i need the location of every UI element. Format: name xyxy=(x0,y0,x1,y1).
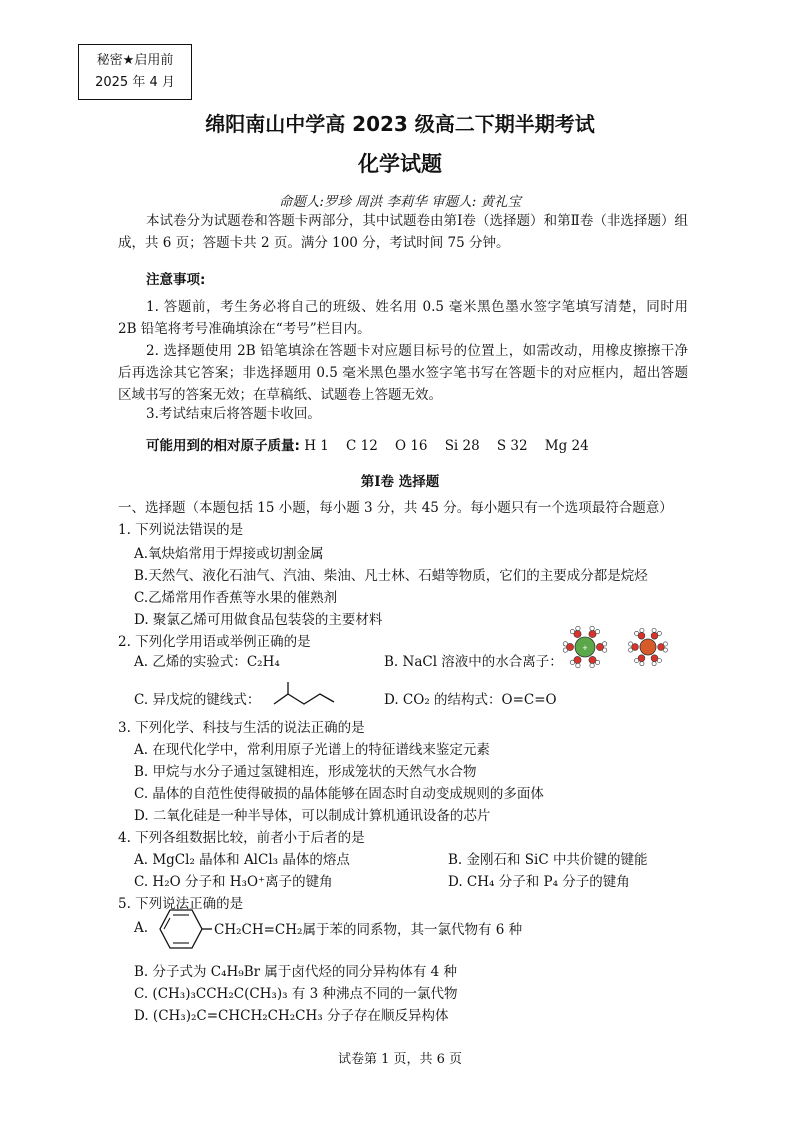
hydrogen-atom xyxy=(635,658,639,662)
hydrogen-atom xyxy=(640,628,644,632)
q5-option-a-label: A. xyxy=(134,920,149,936)
note-1: 1. 答题前，考生务必将自己的班级、姓名用 0.5 毫米黑色墨水签字笔填写清楚，同时用 2B 铅笔将考号准确填涂在“考号”栏目内。 xyxy=(118,299,688,337)
hydrogen-atom xyxy=(602,648,606,652)
q2-option-d: D. CO₂ 的结构式：O=C=O xyxy=(384,692,557,708)
q3-option-d: D. 二氧化硅是一种半导体，可以制成计算机通讯设备的芯片 xyxy=(134,808,491,824)
hydrogen-atom xyxy=(657,631,661,635)
hydrogen-atom xyxy=(657,658,661,662)
hydrogen-atom xyxy=(663,648,667,652)
hydrogen-atom xyxy=(652,628,656,632)
oxygen-atom xyxy=(589,656,596,663)
hydrated-na-ion xyxy=(563,626,607,668)
hydrogen-atom xyxy=(576,626,580,630)
q3-option-b: B. 甲烷与水分子通过氢键相连，形成笼状的天然气水合物 xyxy=(134,764,477,780)
section-1-instructions: 一、选择题（本题包括 15 小题，每小题 3 分，共 45 分。每小题只有一个选项最符合题意） xyxy=(118,500,673,516)
oxygen-atom xyxy=(589,630,596,637)
hydrogen-atom xyxy=(652,662,656,666)
q5-stem: 5. 下列说法正确的是 xyxy=(118,896,244,912)
atomic-mass-line xyxy=(146,434,589,454)
hydrated-ions-diagram xyxy=(562,624,682,670)
oxygen-atom xyxy=(638,655,645,662)
oxygen-atom xyxy=(574,656,581,663)
q5-option-c: C. (CH₃)₃CCH₂C(CH₃)₃ 有 3 种沸点不同的一氯代物 xyxy=(134,986,458,1002)
q3-stem: 3. 下列化学、科技与生活的说法正确的是 xyxy=(118,720,365,736)
subject-title: 化学试题 xyxy=(358,152,442,176)
q4-option-b: B. 金刚石和 SiC 中共价键的键能 xyxy=(448,852,648,868)
exam-title: 绵阳南山中学高 2023 级高二下期半期考试 xyxy=(205,112,595,136)
hydrogen-atom xyxy=(602,642,606,646)
q1-option-a: A.氧炔焰常用于焊接或切割金属 xyxy=(134,546,324,562)
isopentane-skeletal-formula xyxy=(270,680,338,708)
intro-paragraph: 本试卷分为试题卷和答题卡两部分，其中试题卷由第Ⅰ卷（选择题）和第Ⅱ卷（非选择题）组成，共 6 页；答题卡共 2 页。满分 100 分，考试时间 75 分钟。 xyxy=(118,213,688,251)
page-footer: 试卷第 1 页，共 6 页 xyxy=(337,1052,463,1067)
oxygen-atom xyxy=(651,632,658,639)
exam-date: 2025 年 4 月 xyxy=(95,75,175,90)
benzene-ring-structure xyxy=(156,906,212,952)
hydrogen-atom xyxy=(628,642,632,646)
hydrogen-atom xyxy=(628,648,632,652)
q5-option-b: B. 分子式为 C₄H₉Br 属于卤代烃的同分异构体有 4 种 xyxy=(134,964,458,980)
q2-option-b: B. NaCl 溶液中的水合离子： xyxy=(384,654,563,670)
svg-text:+: + xyxy=(582,643,588,653)
q1-option-c: C.乙烯常用作香蕉等水果的催熟剂 xyxy=(134,590,338,606)
section-1-title: 第Ⅰ卷 选择题 xyxy=(360,474,440,490)
q1-stem: 1. 下列说法错误的是 xyxy=(118,522,244,538)
oxygen-atom xyxy=(574,630,581,637)
note-2: 2. 选择题使用 2B 铅笔填涂在答题卡对应题目标号的位置上，如需改动，用橡皮擦擦干净后再选涂其它答案；非选择题用 0.5 毫米黑色墨水签字笔书写在答题卡的对应框内，超出答题区域书写的答案无效；在草稿纸、试题卷上答题无效。 xyxy=(118,343,688,403)
atomic-mass-label: 可能用到的相对原子质量: xyxy=(146,438,300,454)
hydrogen-atom xyxy=(563,648,567,652)
hydrogen-atom xyxy=(635,631,639,635)
q2-stem: 2. 下列化学用语或举例正确的是 xyxy=(118,634,311,650)
hydrogen-atom xyxy=(663,642,667,646)
q5-option-a-text: CH₂CH=CH₂属于苯的同系物，其一氯代物有 6 种 xyxy=(214,922,523,938)
q2-option-a: A. 乙烯的实验式：C₂H₄ xyxy=(134,654,280,670)
notes-title: 注意事项: xyxy=(146,272,206,288)
q4-option-c: C. H₂O 分子和 H₃O⁺离子的键角 xyxy=(134,874,333,890)
hydrogen-atom xyxy=(563,642,567,646)
q3-option-a: A. 在现代化学中，常利用原子光谱上的特征谱线来鉴定元素 xyxy=(134,742,490,758)
q2-option-c: C. 异戊烷的键线式： xyxy=(134,692,261,708)
hydrogen-atom xyxy=(595,629,599,633)
note-3: 3.考试结束后将答题卡收回。 xyxy=(146,406,321,422)
cl-ion-core xyxy=(640,639,656,655)
q4-option-d: D. CH₄ 分子和 P₄ 分子的键角 xyxy=(448,874,630,890)
q4-stem: 4. 下列各组数据比较，前者小于后者的是 xyxy=(118,830,365,846)
atomic-mass-values: H 1 C 12 O 16 Si 28 S 32 Mg 24 xyxy=(304,438,589,454)
q4-option-a: A. MgCl₂ 晶体和 AlCl₃ 晶体的熔点 xyxy=(134,852,350,868)
hydrogen-atom xyxy=(640,662,644,666)
hydrogen-atom xyxy=(595,660,599,664)
q5-option-d: D. (CH₃)₂C=CHCH₂CH₂CH₃ 分子存在顺反异构体 xyxy=(134,1008,449,1024)
hydrogen-atom xyxy=(590,663,594,667)
confidential-label: 秘密★启用前 xyxy=(96,53,174,68)
authors-line: 命题人:罗珍 周洪 李莉华 审题人: 黄礼宝 xyxy=(278,194,522,210)
hydrogen-atom xyxy=(570,629,574,633)
q1-option-b: B.天然气、液化石油气、汽油、柴油、凡士林、石蜡等物质，它们的主要成分都是烷烃 xyxy=(134,568,648,584)
oxygen-atom xyxy=(651,655,658,662)
q1-option-d: D. 聚氯乙烯可用做食品包装袋的主要材料 xyxy=(134,612,383,628)
hydrogen-atom xyxy=(576,663,580,667)
hydrated-cl-ion xyxy=(628,628,667,665)
hydrogen-atom xyxy=(590,626,594,630)
confidential-box xyxy=(78,44,192,100)
oxygen-atom xyxy=(638,632,645,639)
hydrogen-atom xyxy=(570,660,574,664)
q3-option-c: C. 晶体的自范性使得破损的晶体能够在固态时自动变成规则的多面体 xyxy=(134,786,544,802)
